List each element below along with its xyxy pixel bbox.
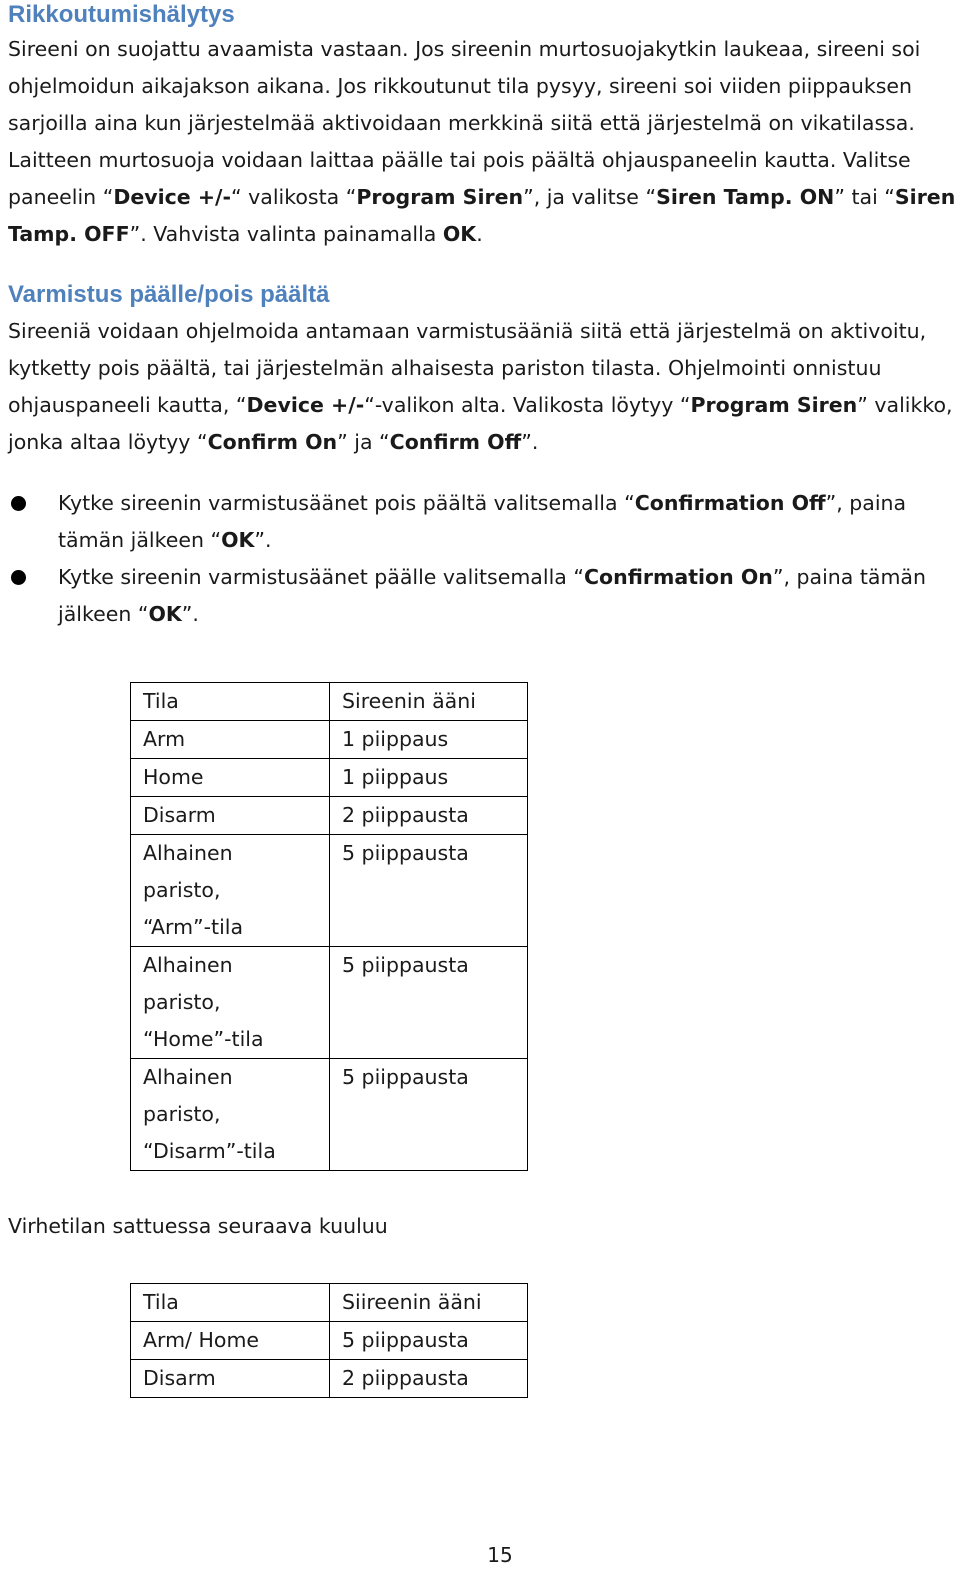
bold-term: Confirm Off xyxy=(389,430,522,454)
section-heading-confirmation: Varmistus päälle/pois päältä xyxy=(8,281,330,308)
cell-state xyxy=(131,947,330,1059)
section-heading-tamper-alarm: Rikkoutumishälytys xyxy=(8,1,235,28)
bold-term: OK xyxy=(221,528,255,552)
cell-state xyxy=(131,759,330,797)
bold-term: Confirm On xyxy=(207,430,338,454)
cell-sound xyxy=(330,1360,528,1398)
table-header-row xyxy=(131,1284,528,1322)
cell-state xyxy=(131,1322,330,1360)
cell-line: paristo, xyxy=(143,990,221,1014)
bold-term: OK xyxy=(442,222,477,246)
cell-line: paristo, xyxy=(143,1102,221,1126)
cell-state xyxy=(131,797,330,835)
bullet-item xyxy=(0,485,948,559)
bullet-text: Kytke sireenin varmistusäänet pois päältä valitsemalla “Confirmation Off”, paina tämän jälkeen “OK”. xyxy=(58,491,907,552)
bold-term: OK xyxy=(148,602,182,626)
bullet-text: Kytke sireenin varmistusäänet päälle valitsemalla “Confirmation On”, paina tämän jälkeen “OK”. xyxy=(58,565,926,626)
cell-line: Sireenin ääni xyxy=(342,689,476,713)
cell-line: Tila xyxy=(143,689,179,713)
bold-term: Device +/- xyxy=(113,185,232,209)
cell-sound xyxy=(330,1284,528,1322)
cell-sound xyxy=(330,835,528,947)
cell-line: 5 piippausta xyxy=(342,1328,469,1352)
bold-term: Siren Tamp. OFF xyxy=(8,185,956,246)
cell-sound xyxy=(330,947,528,1059)
cell-line: Siireenin ääni xyxy=(342,1290,482,1314)
bold-term: Program Siren xyxy=(356,185,524,209)
cell-line: Arm xyxy=(143,727,186,751)
cell-line: paristo, xyxy=(143,878,221,902)
cell-line: 1 piippaus xyxy=(342,765,449,789)
cell-line: Disarm xyxy=(143,1366,216,1390)
bold-term: Confirmation On xyxy=(583,565,773,589)
cell-line: “Disarm”-tila xyxy=(143,1139,276,1163)
cell-state xyxy=(131,1284,330,1322)
table-row xyxy=(131,1059,528,1171)
cell-line: 1 piippaus xyxy=(342,727,449,751)
section-body-confirmation: Sireeniä voidaan ohjelmoida antamaan varmistusääniä siitä että järjestelmä on aktivoitu, kytketty pois päältä, tai järjestelmän alhaisesta pariston tilasta. Ohjelmointi onnistuu ohjauspaneeli kautta, “Device +/-“-valikon alta. Valikosta löytyy “Program Siren” valikko, jonka altaa löytyy “Confirm On” ja “Confirm Off”. xyxy=(8,319,953,454)
table-row xyxy=(131,1360,528,1398)
table-row xyxy=(131,759,528,797)
cell-sound xyxy=(330,797,528,835)
cell-line: “Home”-tila xyxy=(143,1027,264,1051)
cell-sound xyxy=(330,1059,528,1171)
cell-line: Arm/ Home xyxy=(143,1328,260,1352)
siren-sound-table xyxy=(130,682,528,1171)
cell-state xyxy=(131,1059,330,1171)
cell-line: 5 piippausta xyxy=(342,1065,469,1089)
cell-line: Home xyxy=(143,765,204,789)
table-row xyxy=(131,797,528,835)
cell-state xyxy=(131,683,330,721)
cell-sound xyxy=(330,721,528,759)
cell-sound xyxy=(330,683,528,721)
table-row xyxy=(131,835,528,947)
bold-term: Device +/- xyxy=(246,393,365,417)
cell-line: 5 piippausta xyxy=(342,953,469,977)
cell-line: 2 piippausta xyxy=(342,803,469,827)
table-row xyxy=(131,721,528,759)
section-body-tamper-alarm: Sireeni on suojattu avaamista vastaan. Jos sireenin murtosuojakytkin laukeaa, sireeni soi ohjelmoidun aikajakson aikana. Jos rikkoutunut tila pysyy, sireeni soi viiden piippauksen sarjoilla aina kun järjestelmää aktivoidaan merkkinä siitä että järjestelmä on vikatilassa. Laitteen murtosuojа voidaan laittaa päälle tai pois päältä ohjauspaneelin kautta. Valitse paneelin “Device +/-“ valikosta “Program Siren”, ja valitse “Siren Tamp. ON” tai “Siren Tamp. OFF”. Vahvista valinta painamalla OK. xyxy=(8,37,956,246)
error-sound-table xyxy=(130,1283,528,1398)
cell-line: Tila xyxy=(143,1290,179,1314)
bold-term: Confirmation Off xyxy=(634,491,826,515)
bold-term: Siren Tamp. ON xyxy=(656,185,835,209)
table-header-row xyxy=(131,683,528,721)
cell-state xyxy=(131,721,330,759)
cell-line: Disarm xyxy=(143,803,216,827)
cell-line: 2 piippausta xyxy=(342,1366,469,1390)
cell-line: Alhainen xyxy=(143,841,233,865)
cell-line: Alhainen xyxy=(143,1065,233,1089)
cell-line: Alhainen xyxy=(143,953,233,977)
bullet-list xyxy=(0,485,960,633)
bullet-icon xyxy=(11,496,26,511)
bullet-item xyxy=(0,559,948,633)
error-note: Virhetilan sattuessa seuraava kuuluu xyxy=(8,1214,388,1238)
cell-sound xyxy=(330,759,528,797)
table-row xyxy=(131,1322,528,1360)
table-row xyxy=(131,947,528,1059)
page-number: 15 xyxy=(487,1543,513,1567)
bullet-icon xyxy=(11,570,26,585)
cell-sound xyxy=(330,1322,528,1360)
cell-line: “Arm”-tila xyxy=(143,915,244,939)
cell-state xyxy=(131,835,330,947)
cell-state xyxy=(131,1360,330,1398)
cell-line: 5 piippausta xyxy=(342,841,469,865)
bold-term: Program Siren xyxy=(690,393,858,417)
